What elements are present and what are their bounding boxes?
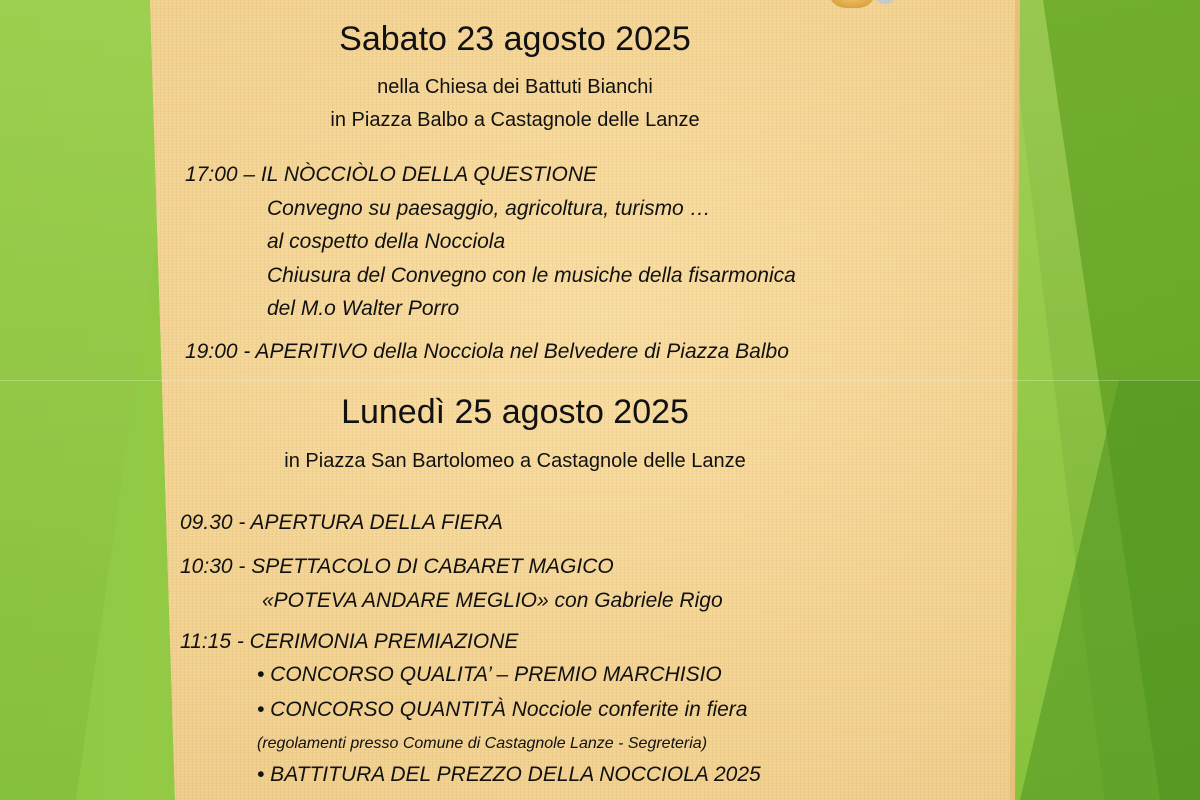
day2-event3-title: 11:15 - CERIMONIA PREMIAZIONE xyxy=(180,630,519,653)
day2-event3-bullet1: • CONCORSO QUALITA’ – PREMIO MARCHISIO xyxy=(257,663,722,686)
day1-title: Sabato 23 agosto 2025 xyxy=(339,20,691,58)
day1-event1-line4: del M.o Walter Porro xyxy=(267,297,460,320)
day2-title: Lunedì 25 agosto 2025 xyxy=(341,393,689,431)
day1-event1-line3: Chiusura del Convegno con le musiche della fisarmonica xyxy=(267,264,796,287)
day2-event1: 09.30 - APERTURA DELLA FIERA xyxy=(180,511,503,534)
day2-event3-note: (regolamenti presso Comune di Castagnole Lanze - Segreteria) xyxy=(257,735,708,752)
day2-event3-bullet3: • BATTITURA DEL PREZZO DELLA NOCCIOLA 2025 xyxy=(257,763,761,786)
day1-event1-line1: Convegno su paesaggio, agricoltura, turismo … xyxy=(267,197,711,220)
day1-location-line2: in Piazza Balbo a Castagnole delle Lanze xyxy=(330,109,700,131)
day2-location: in Piazza San Bartolomeo a Castagnole delle Lanze xyxy=(284,450,746,472)
day1-location-line1: nella Chiesa dei Battuti Bianchi xyxy=(377,76,653,98)
fold-line xyxy=(0,380,1200,381)
day1-event1-title: 17:00 – IL NÒCCIÒLO DELLA QUESTIONE xyxy=(185,163,597,186)
day2-event2-title: 10:30 - SPETTACOLO DI CABARET MAGICO xyxy=(180,555,614,578)
day1-event2-title: 19:00 - APERITIVO della Nocciola nel Belvedere di Piazza Balbo xyxy=(185,340,789,363)
day1-event1-line2: al cospetto della Nocciola xyxy=(267,230,506,253)
day2-event3-bullet2: • CONCORSO QUANTITÀ Nocciole conferite in fiera xyxy=(257,698,748,721)
day2-event2-line1: «POTEVA ANDARE MEGLIO» con Gabriele Rigo xyxy=(262,589,723,612)
